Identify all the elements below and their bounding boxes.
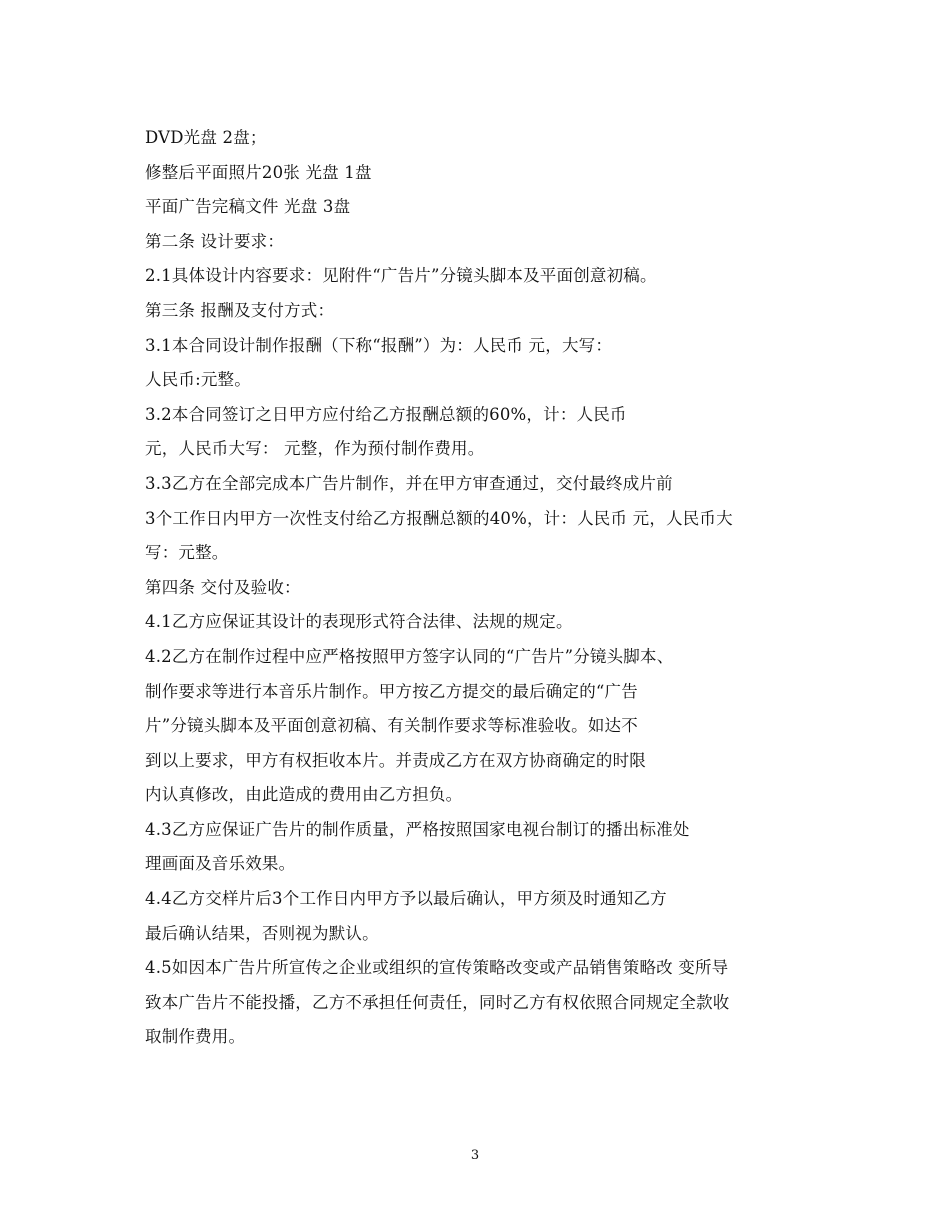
text-line: 3.3乙方在全部完成本广告片制作，并在甲方审查通过，交付最终成片前 (145, 473, 673, 493)
text-line: 最后确认结果，否则视为默认。 (145, 923, 379, 943)
text-line: 元，人民币大写： 元整，作为预付制作费用。 (145, 439, 485, 459)
text-line: 4.4乙方交样片后3个工作日内甲方予以最后确认，甲方须及时通知乙方 (145, 889, 667, 909)
text-line: 取制作费用。 (145, 1027, 246, 1047)
text-line: 人民币:元整。 (145, 370, 251, 390)
document-body (145, 121, 815, 1055)
text-line: 4.2乙方在制作过程中应严格按照甲方签字认同的“广告片”分镜头脚本、 (145, 646, 674, 666)
text-line: 4.5如因本广告片所宣传之企业或组织的宣传策略改变或产品销售策略改 变所导 (145, 958, 729, 978)
section-heading: 第四条 交付及验收： (145, 577, 301, 597)
text-line: 4.1乙方应保证其设计的表现形式符合法律、法规的规定。 (145, 612, 573, 632)
text-line: 写：元整。 (145, 543, 229, 563)
text-line: 平面广告完稿文件 光盘 3盘 (145, 197, 351, 217)
text-line: DVD光盘 2盘； (145, 128, 267, 147)
text-line: 片”分镜头脚本及平面创意初稿、有关制作要求等标准验收。如达不 (145, 716, 638, 736)
text-line: 2.1具体设计内容要求：见附件“广告片”分镜头脚本及平面创意初稿。 (145, 266, 657, 286)
text-line: 制作要求等进行本音乐片制作。甲方按乙方提交的最后确定的“广告 (145, 681, 638, 701)
text-line: 4.3乙方应保证广告片的制作质量，严格按照国家电视台制订的播出标准处 (145, 819, 690, 839)
text-line: 修整后平面照片20张 光盘 1盘 (145, 162, 372, 182)
section-heading: 第三条 报酬及支付方式： (145, 300, 335, 320)
text-line: 理画面及音乐效果。 (145, 854, 296, 874)
text-line: 致本广告片不能投播，乙方不承担任何责任，同时乙方有权依照合同规定全款收 (145, 992, 730, 1012)
text-line: 3.2本合同签订之日甲方应付给乙方报酬总额的60%，计：人民币 (145, 404, 627, 424)
page-number: 3 (470, 1148, 480, 1163)
section-heading: 第二条 设计要求： (145, 231, 285, 251)
text-line: 内认真修改，由此造成的费用由乙方担负。 (145, 785, 463, 805)
text-line: 到以上要求，甲方有权拒收本片。并责成乙方在双方协商确定的时限 (145, 750, 646, 770)
text-line: 3.1本合同设计制作报酬（下称“报酬”）为：人民币 元，大写： (145, 335, 613, 355)
text-line: 3个工作日内甲方一次性支付给乙方报酬总额的40%，计：人民币 元，人民币大 (145, 508, 733, 528)
